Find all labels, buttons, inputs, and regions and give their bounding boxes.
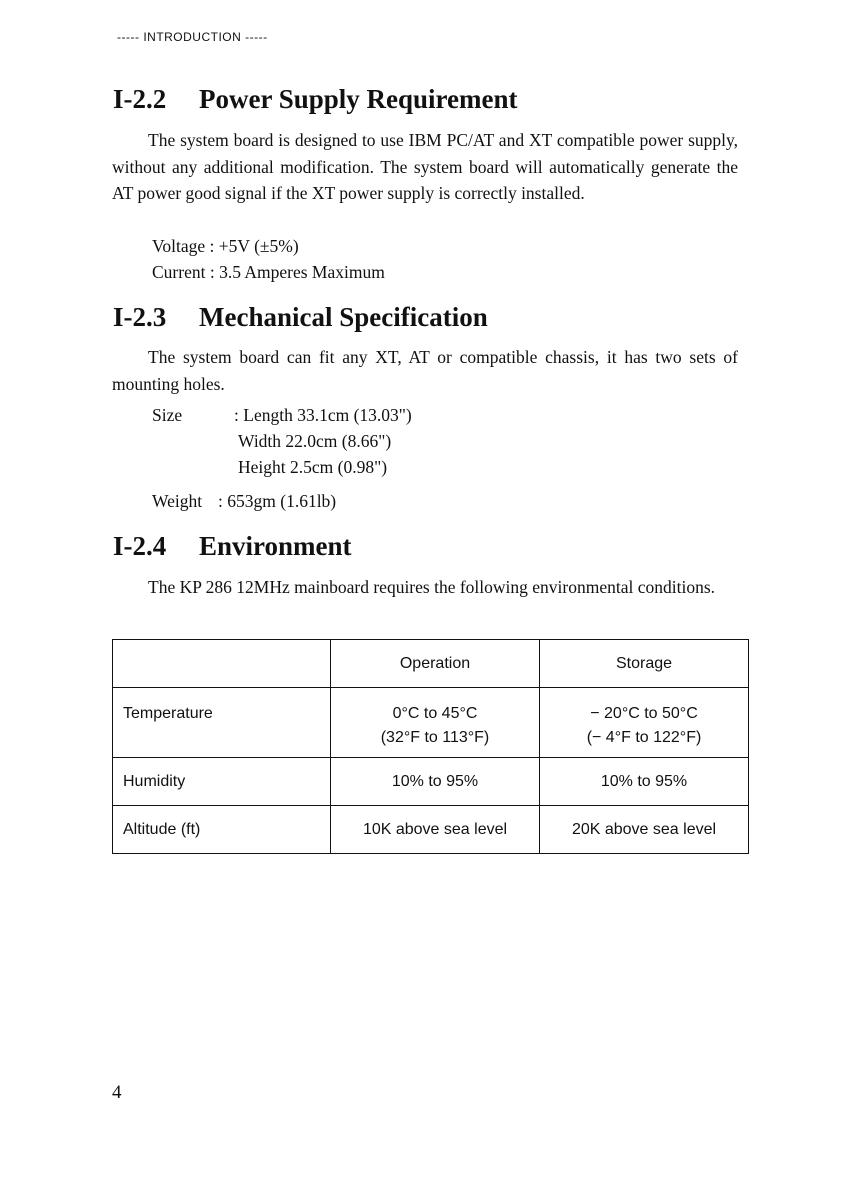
- cell-line: − 20°C to 50°C: [590, 705, 698, 722]
- row-label-temperature: Temperature: [113, 688, 331, 758]
- section-title: Environment: [199, 531, 352, 561]
- running-header: ----- INTRODUCTION -----: [117, 30, 268, 44]
- spec-voltage: Voltage : +5V (±5%): [152, 236, 299, 256]
- spec-weight: Weight : 653gm (1.61lb): [152, 488, 336, 514]
- table-header-row: [113, 640, 749, 688]
- cell-humidity-storage: 10% to 95%: [540, 758, 749, 806]
- section-number: I-2.2: [113, 84, 167, 114]
- cell-temperature-operation: [331, 688, 540, 758]
- page-number: 4: [112, 1082, 122, 1103]
- table-row: [113, 806, 749, 854]
- spec-label: Voltage: [152, 236, 206, 256]
- paragraph-text: The system board is designed to use IBM PC/AT and XT compatible power supply, without any additional modification. The system board will automatically generate the AT power good signal if the XT power supply is correctly installed.: [112, 130, 738, 203]
- row-label-altitude: Altitude (ft): [113, 806, 331, 854]
- environment-paragraph: [112, 574, 738, 601]
- spec-label: Current: [152, 262, 206, 282]
- mechanical-paragraph: [112, 344, 738, 397]
- spec-value: 3.5 Amperes Maximum: [219, 262, 385, 282]
- cell-altitude-storage: 20K above sea level: [540, 806, 749, 854]
- row-label-humidity: Humidity: [113, 758, 331, 806]
- spec-current: Current : 3.5 Amperes Maximum: [152, 262, 385, 282]
- section-heading-mechanical: [113, 302, 488, 333]
- cell-line: 0°C to 45°C: [392, 705, 478, 722]
- section-number: I-2.4: [113, 531, 167, 561]
- section-title: Power Supply Requirement: [199, 84, 518, 114]
- spec-value: 653gm (1.61lb): [227, 491, 337, 511]
- table-header-cell: [113, 640, 331, 688]
- spec-size: Size : Length 33.1cm (13.03"): [152, 402, 412, 428]
- spec-size-width: Width 22.0cm (8.66"): [238, 431, 392, 451]
- table-header-storage: Storage: [540, 640, 749, 688]
- table-header-operation: Operation: [331, 640, 540, 688]
- section-number: I-2.3: [113, 302, 167, 332]
- spec-value: +5V (±5%): [218, 236, 299, 256]
- cell-line: (32°F to 113°F): [380, 729, 490, 746]
- cell-line: (− 4°F to 122°F): [586, 729, 702, 746]
- cell-humidity-operation: 10% to 95%: [331, 758, 540, 806]
- spec-size-height: Height 2.5cm (0.98"): [238, 457, 388, 477]
- table-row: [113, 758, 749, 806]
- cell-temperature-storage: [540, 688, 749, 758]
- section-heading-environment: [113, 531, 352, 562]
- spec-label: Size: [152, 405, 183, 425]
- power-supply-paragraph: [112, 127, 738, 207]
- spec-size-length: Length 33.1cm (13.03"): [243, 405, 412, 425]
- paragraph-text: The system board can fit any XT, AT or compatible chassis, it has two sets of mounting holes.: [112, 347, 738, 394]
- paragraph-text: The KP 286 12MHz mainboard requires the following environmental conditions.: [148, 577, 716, 597]
- section-title: Mechanical Specification: [199, 302, 488, 332]
- section-heading-power-supply: [113, 84, 518, 115]
- spec-label: Weight: [152, 491, 203, 511]
- table-row: [113, 688, 749, 758]
- cell-altitude-operation: 10K above sea level: [331, 806, 540, 854]
- environment-table: [112, 639, 749, 854]
